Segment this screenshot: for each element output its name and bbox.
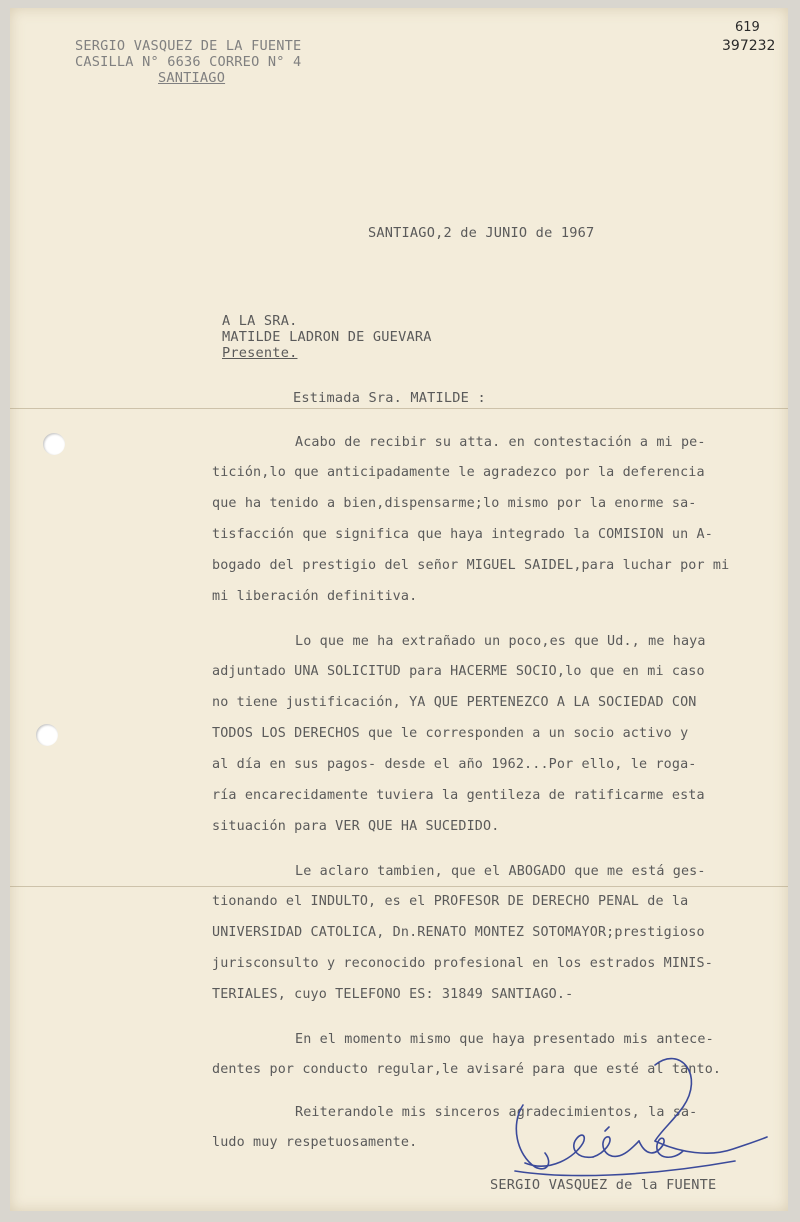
punch-hole bbox=[43, 433, 65, 455]
body-line: Lo que me ha extrañado un poco,es que Ud., me haya bbox=[295, 634, 706, 649]
body-line: TERIALES, cuyo TELEFONO ES: 31849 SANTIAGO.- bbox=[212, 987, 574, 1002]
archive-folio: 619 bbox=[735, 20, 760, 35]
letter-sheet bbox=[10, 8, 788, 1211]
body-line: bogado del prestigio del señor MIGUEL SAIDEL,para luchar por mi bbox=[212, 558, 730, 573]
body-line: tición,lo que anticipadamente le agradezco por la deferencia bbox=[212, 465, 705, 480]
body-line: al día en sus pagos- desde el año 1962...Por ello, le roga- bbox=[212, 757, 697, 772]
body-line: tisfacción que significa que haya integrado la COMISION un A- bbox=[212, 527, 713, 542]
body-line: TODOS LOS DERECHOS que le corresponden a un socio activo y bbox=[212, 726, 689, 741]
body-line: adjuntado UNA SOLICITUD para HACERME SOCIO,lo que en mi caso bbox=[212, 664, 705, 679]
archive-reference: 397232 bbox=[722, 38, 776, 54]
signature-name: SERGIO VASQUEZ de la FUENTE bbox=[490, 1177, 717, 1193]
date-line: SANTIAGO,2 de JUNIO de 1967 bbox=[368, 225, 595, 241]
body-line: UNIVERSIDAD CATOLICA, Dn.RENATO MONTEZ SOTOMAYOR;prestigioso bbox=[212, 925, 705, 940]
handwritten-signature bbox=[505, 1045, 775, 1195]
body-line: situación para VER QUE HA SUCEDIDO. bbox=[212, 819, 500, 834]
body-line: dentes por conducto regular,le avisaré para que esté al tanto. bbox=[212, 1062, 722, 1077]
body-line: Reiterandole mis sinceros agradecimientos, la sa- bbox=[295, 1105, 698, 1120]
body-line: jurisconsulto y reconocido profesional en los estrados MINIS- bbox=[212, 956, 713, 971]
fold-line bbox=[10, 408, 788, 409]
body-line: mi liberación definitiva. bbox=[212, 589, 418, 604]
sender-city: SANTIAGO bbox=[158, 70, 226, 86]
body-line: no tiene justificación, YA QUE PERTENEZCO A LA SOCIEDAD CON bbox=[212, 695, 697, 710]
salutation: Estimada Sra. MATILDE : bbox=[293, 390, 486, 406]
recipient-present: Presente. bbox=[222, 345, 298, 361]
body-line: tionando el INDULTO, es el PROFESOR DE DERECHO PENAL de la bbox=[212, 894, 689, 909]
sender-name: SERGIO VASQUEZ DE LA FUENTE bbox=[75, 38, 302, 54]
body-line: En el momento mismo que haya presentado mis antece- bbox=[295, 1032, 714, 1047]
body-line: que ha tenido a bien,dispensarme;lo mismo por la enorme sa- bbox=[212, 496, 697, 511]
sender-address: CASILLA N° 6636 CORREO N° 4 bbox=[75, 54, 302, 70]
body-line: Acabo de recibir su atta. en contestación a mi pe- bbox=[295, 435, 706, 450]
recipient-name: MATILDE LADRON DE GUEVARA bbox=[222, 329, 432, 345]
punch-hole bbox=[36, 724, 58, 746]
body-line: ría encarecidamente tuviera la gentileza de ratificarme esta bbox=[212, 788, 705, 803]
body-line: ludo muy respetuosamente. bbox=[212, 1135, 418, 1150]
body-line: Le aclaro tambien, que el ABOGADO que me está ges- bbox=[295, 864, 706, 879]
recipient-line-1: A LA SRA. bbox=[222, 313, 298, 329]
fold-line bbox=[10, 886, 788, 887]
